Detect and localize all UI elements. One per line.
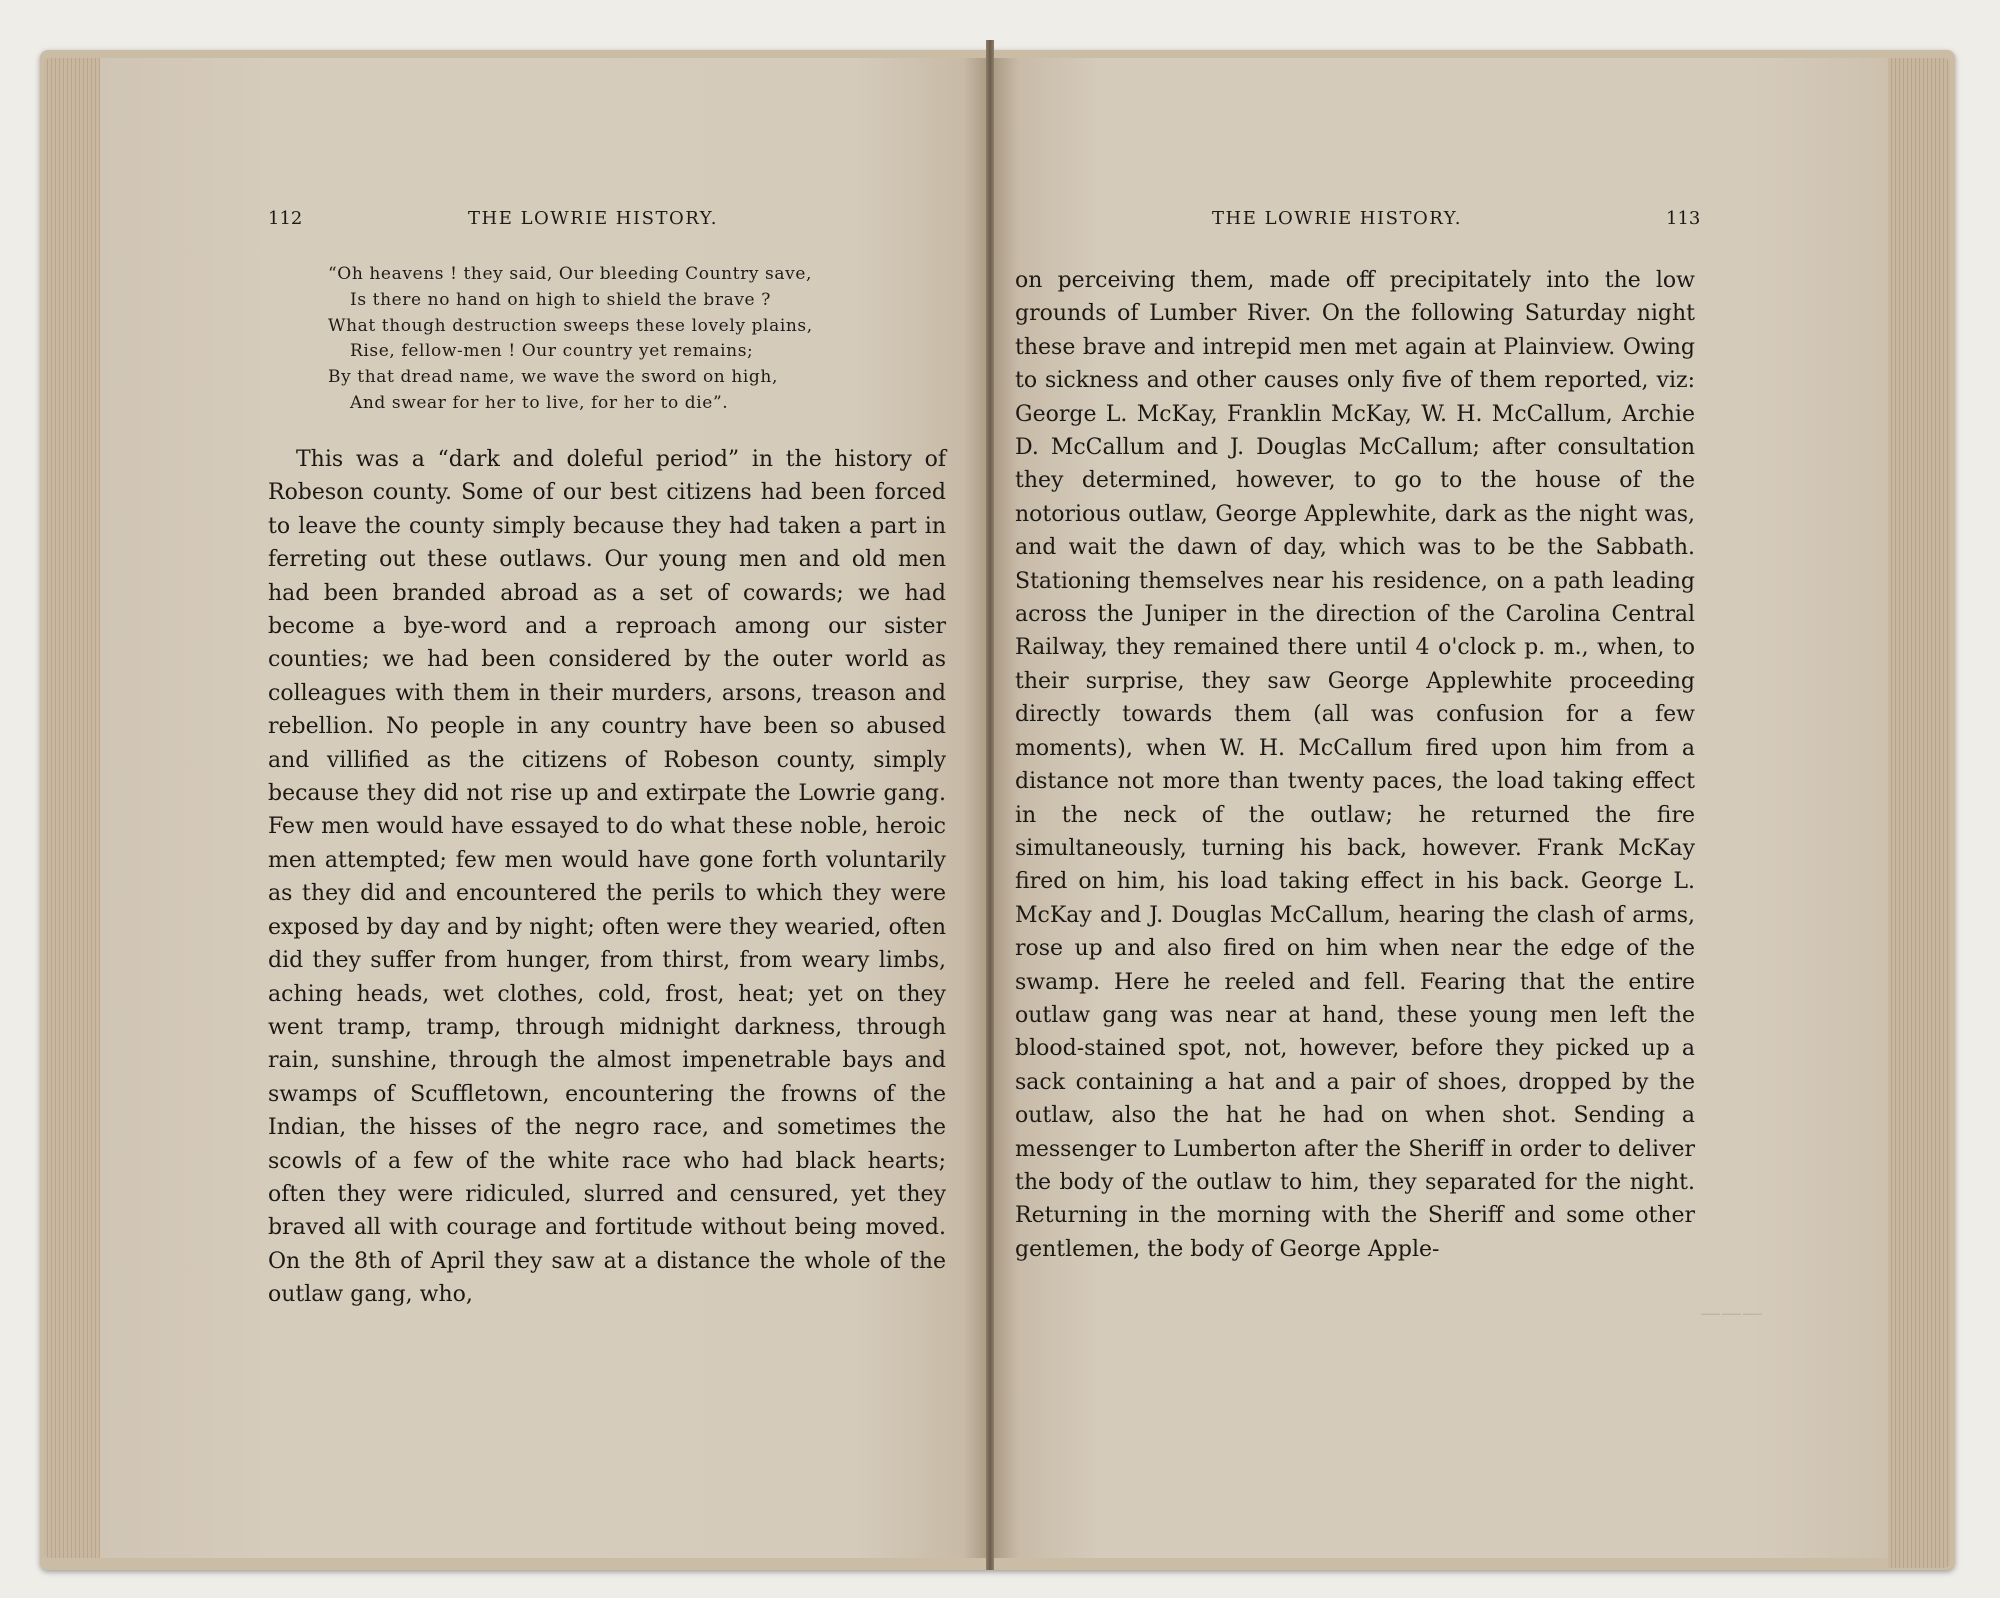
poem-line: Is there no hand on high to shield the brave ? — [350, 289, 771, 310]
left-page-body — [268, 443, 946, 1312]
body-paragraph: on perceiving them, made off precipitately into the low grounds of Lumber River. On the following Saturday night these brave and intrepid men met again at Plainview. Owing to sickness and other causes only five of them reported, viz: George L. McKay, Franklin McKay, W. H. McCallum, Archie D. McCallum and J. Douglas McCallum; after consultation they determined, however, to go to the house of the notorious outlaw, George Applewhite, dark as the night was, and wait the dawn of day, which was to be the Sabbath. Stationing themselves near his residence, on a path leading across the Juniper in the direction of the Carolina Central Railway, they remained there until 4 o'clock p. m., when, to their surprise, they saw George Applewhite proceeding directly towards them (all was confusion for a few moments), when W. H. McCallum fired upon him from a distance not more than twenty paces, the load taking effect in the neck of the outlaw; he returned the fire simultaneously, turning his back, however. Frank McKay fired on him, his load taking effect in his back. George L. McKay and J. Douglas McCallum, hearing the clash of arms, rose up and also fired on him when near the edge of the swamp. Here he reeled and fell. Fearing that the entire outlaw gang was near at hand, these young men left the blood-stained spot, not, however, before they picked up a sack containing a hat and a pair of shoes, dropped by the outlaw, also the hat he had on when shot. Sending a messenger to Lumberton after the Sheriff in order to deliver the body of the outlaw to him, they separated for the night. Returning in the morning with the Sheriff and some other gentlemen, the body of George Apple- — [1015, 268, 1695, 1262]
left-page-edges — [44, 58, 100, 1558]
poem-line: And swear for her to live, for her to die”. — [350, 392, 729, 413]
poem-quote — [328, 262, 908, 417]
page-number-right: 113 — [1666, 208, 1701, 229]
poem-line: By that dread name, we wave the sword on high, — [328, 367, 778, 388]
show-through-decoration: ——— — [1700, 1301, 1763, 1325]
poem-line: Rise, fellow-men ! Our country yet remains; — [350, 341, 754, 362]
poem-line: What though destruction sweeps these lovely plains, — [328, 315, 813, 336]
page-number-left: 112 — [268, 208, 303, 229]
running-head-right: THE LOWRIE HISTORY. — [1212, 208, 1462, 229]
running-head-left: THE LOWRIE HISTORY. — [468, 208, 718, 229]
poem-line: “Oh heavens ! they said, Our bleeding Country save, — [328, 264, 812, 284]
book-gutter — [986, 40, 994, 1570]
right-page-body — [1015, 264, 1695, 1266]
body-paragraph: This was a “dark and doleful period” in the history of Robeson county. Some of our best citizens had been forced to leave the county simply because they had taken a part in ferreting out these outlaws. Our young men and old men had been branded abroad as a set of cowards; we had become a bye-word and a reproach among our sister counties; we had been considered by the outer world as colleagues with them in their murders, arsons, treason and rebellion. No people in any country have been so abused and villified as the citizens of Robeson county, simply because they did not rise up and extirpate the Lowrie gang. Few men would have essayed to do what these noble, heroic men attempted; few men would have gone forth voluntarily as they did and encountered the perils to which they were exposed by day and by night; often were they wearied, often did they suffer from hunger, from thirst, from weary limbs, aching heads, wet clothes, cold, frost, heat; yet on they went tramp, tramp, through midnight darkness, through rain, sunshine, through the almost impenetrable bays and swamps of Scuffletown, encountering the frowns of the Indian, the hisses of the negro race, and sometimes the scowls of a few of the white race who had black hearts; often they were ridiculed, slurred and censured, yet they braved all with courage and fortitude without being moved. On the 8th of April they saw at a distance the whole of the outlaw gang, who, — [268, 447, 946, 1308]
right-page-edges — [1888, 58, 1950, 1568]
